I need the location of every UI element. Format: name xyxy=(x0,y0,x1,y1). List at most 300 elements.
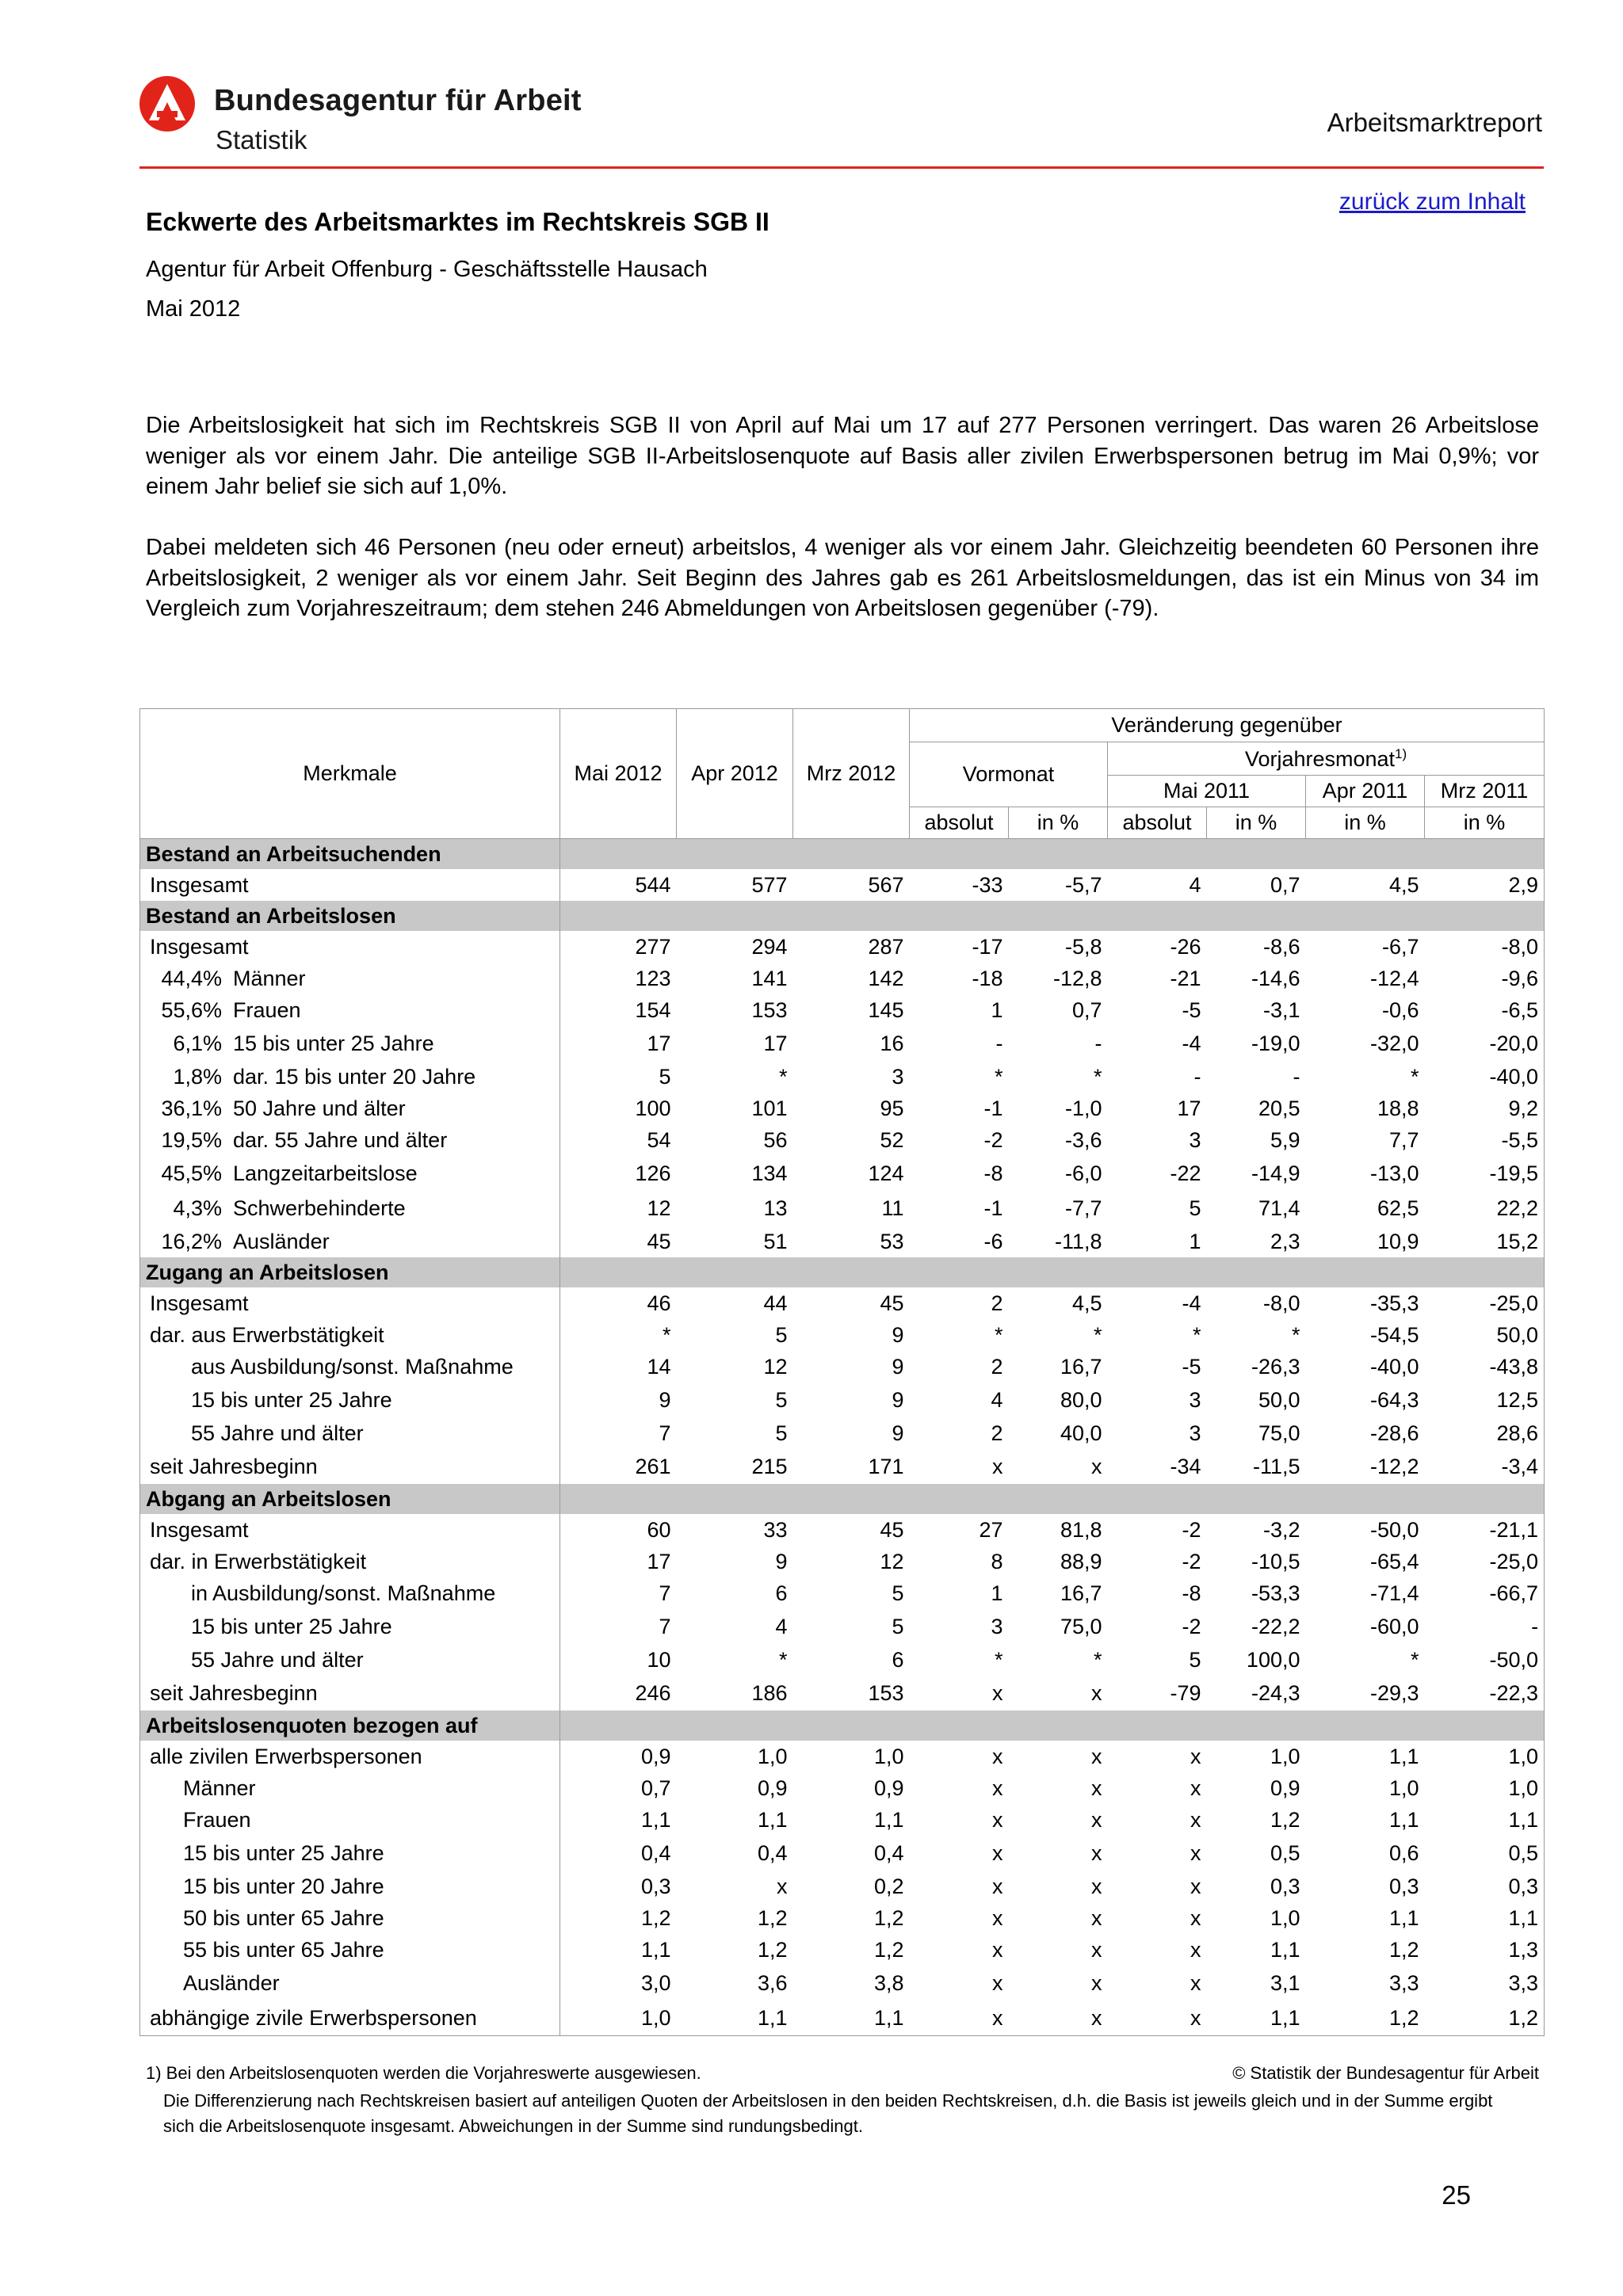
table-cell: 7,7 xyxy=(1388,1127,1419,1152)
table-cell: * xyxy=(1093,1647,1102,1672)
row-label: Ausländer xyxy=(140,1966,560,2000)
table-cell: 22,2 xyxy=(1425,1191,1545,1226)
table-cell: 3 xyxy=(1189,1127,1201,1152)
table-cell: 261 xyxy=(635,1454,671,1478)
table-cell: 101 xyxy=(751,1096,788,1120)
table-cell: 17 xyxy=(647,1031,671,1055)
table-cell: * xyxy=(1291,1322,1300,1347)
table-cell: 3,6 xyxy=(757,1970,788,1995)
table-cell: -50,0 xyxy=(1425,1644,1545,1676)
row-label-text: 50 Jahre und älter xyxy=(233,1096,406,1120)
table-cell: 0,9 xyxy=(873,1775,904,1800)
ba-logo-icon xyxy=(139,76,195,132)
table-cell: -3,6 xyxy=(1064,1127,1102,1152)
table-cell: -22,3 xyxy=(1425,1676,1545,1711)
table-cell: 16 xyxy=(880,1031,904,1055)
table-cell: 5,9 xyxy=(1270,1127,1300,1152)
table-cell: -29,3 xyxy=(1369,1680,1419,1705)
table-row xyxy=(140,1351,1545,1383)
table-cell: 5 xyxy=(1189,1647,1201,1672)
page-number: 25 xyxy=(1442,2180,1471,2210)
table-cell: 0,7 xyxy=(640,1775,671,1800)
table-cell: 52 xyxy=(880,1127,904,1152)
row-label: Insgesamt xyxy=(140,1514,560,1546)
section-title: Bestand an Arbeitsuchenden xyxy=(140,839,560,870)
table-cell: -32,0 xyxy=(1369,1031,1419,1055)
table-cell: -26,3 xyxy=(1251,1354,1300,1379)
row-label: dar. aus Erwerbstätigkeit xyxy=(140,1319,560,1351)
table-cell: 3 xyxy=(991,1614,1003,1638)
table-cell: x xyxy=(1190,1840,1201,1865)
table-cell: 53 xyxy=(880,1229,904,1253)
col-mai2011-absolut: absolut xyxy=(1108,807,1207,839)
table-cell: 60 xyxy=(647,1517,671,1542)
table-cell: 50,0 xyxy=(1425,1319,1545,1351)
table-cell: -4 xyxy=(1182,1291,1201,1315)
table-cell: 1,2 xyxy=(873,1905,904,1930)
table-cell: 9 xyxy=(892,1354,904,1379)
summary-paragraph-2: Dabei meldeten sich 46 Personen (neu oder erneut) arbeitslos, 4 weniger als vor einem Jahr. Gleichzeitig beendeten 60 Personen ihre Arbeitslosigkeit, 2 weniger als vor einem Jahr. Seit Beginn des Jahres gab es 261 Arbeitslosmeldungen, das ist ein Minus von 34 im Vergleich zum Vorjahreszeitraum; dem stehen 246 Abmeldungen von Arbeitslosen gegenüber (-79). xyxy=(146,535,1539,621)
row-label xyxy=(140,1191,560,1226)
row-label xyxy=(140,1124,560,1156)
row-label xyxy=(140,1026,560,1061)
share-percent: 16,2% xyxy=(161,1229,222,1253)
table-cell: -5 xyxy=(1182,1354,1201,1379)
table-cell: -60,0 xyxy=(1369,1614,1419,1638)
table-row xyxy=(140,1026,1545,1061)
table-cell: 0,7 xyxy=(1071,997,1102,1022)
table-cell: * xyxy=(662,1322,671,1347)
table-cell: 45 xyxy=(880,1517,904,1542)
row-label-text: Ausländer xyxy=(233,1229,330,1253)
table-row xyxy=(140,1449,1545,1484)
table-cell: 1,1 xyxy=(1270,1937,1300,1962)
table-cell: 62,5 xyxy=(1377,1196,1419,1220)
table-cell: -3,2 xyxy=(1262,1517,1300,1542)
table-cell: 1,0 xyxy=(1388,1775,1419,1800)
col-apr-2011: Apr 2011 xyxy=(1306,776,1425,807)
section-fill xyxy=(560,839,1545,870)
table-cell: -5 xyxy=(1182,997,1201,1022)
col-group-vormonat: Vormonat xyxy=(910,742,1108,807)
table-body xyxy=(140,839,1545,2036)
table-cell: 1,1 xyxy=(677,2000,793,2036)
table-cell: 1,1 xyxy=(640,1937,671,1962)
table-cell: 7 xyxy=(659,1421,671,1445)
row-label: 55 Jahre und älter xyxy=(140,1644,560,1676)
table-cell: 294 xyxy=(751,934,788,959)
agency-subtitle: Agentur für Arbeit Offenburg - Geschäftsstelle Hausach xyxy=(146,257,708,282)
share-percent: 45,5% xyxy=(161,1161,222,1185)
row-label xyxy=(140,1156,560,1191)
section-fill xyxy=(560,1711,1545,1741)
table-cell: 10 xyxy=(647,1647,671,1672)
table-cell: 17 xyxy=(647,1549,671,1573)
col-apr2011-pct: in % xyxy=(1306,807,1425,839)
table-cell: 0,9 xyxy=(757,1775,788,1800)
table-cell: x xyxy=(1190,1970,1201,1995)
table-cell: 9 xyxy=(892,1421,904,1445)
share-percent: 1,8% xyxy=(173,1064,222,1089)
table-cell: 17 xyxy=(763,1031,788,1055)
header-divider xyxy=(139,166,1544,169)
report-period: Mai 2012 xyxy=(146,296,241,322)
footnote-1: 1) Bei den Arbeitslosenquoten werden die Vorjahreswerte ausgewiesen. xyxy=(146,2063,701,2083)
table-cell: 1,3 xyxy=(1425,1934,1545,1966)
table-cell: 126 xyxy=(635,1161,671,1185)
table-cell: x xyxy=(992,1840,1003,1865)
table-cell: -19,5 xyxy=(1425,1156,1545,1191)
table-cell: -11,8 xyxy=(1054,1229,1102,1253)
table-row xyxy=(140,1546,1545,1577)
table-cell: -14,6 xyxy=(1251,966,1300,990)
table-row xyxy=(140,1287,1545,1319)
table-cell: -2 xyxy=(1182,1549,1201,1573)
table-cell: 2,3 xyxy=(1270,1229,1300,1253)
table-cell: 1,2 xyxy=(1388,1937,1419,1962)
row-label-text: Frauen xyxy=(233,997,301,1022)
table-cell: 3,8 xyxy=(873,1970,904,1995)
table-cell: 1,1 xyxy=(1207,2000,1306,2036)
table-row xyxy=(140,1226,1545,1257)
section-fill xyxy=(560,901,1545,931)
table-cell: x xyxy=(1091,1840,1102,1865)
table-cell: 0,9 xyxy=(1270,1775,1300,1800)
table-cell: -5,8 xyxy=(1064,934,1102,959)
table-row xyxy=(140,1966,1545,2000)
table-cell: x xyxy=(992,1807,1003,1832)
share-percent: 4,3% xyxy=(173,1196,222,1220)
table-cell: 5 xyxy=(659,1064,671,1089)
table-cell: -53,3 xyxy=(1251,1581,1300,1605)
key-figures-table xyxy=(139,708,1545,2036)
back-to-contents-link[interactable]: zurück zum Inhalt xyxy=(1338,189,1526,215)
table-cell: 0,4 xyxy=(640,1840,671,1865)
section-fill xyxy=(560,1257,1545,1287)
section-header-row xyxy=(140,1711,1545,1741)
table-cell: 18,8 xyxy=(1377,1096,1419,1120)
table-cell: 5 xyxy=(892,1581,904,1605)
row-label: Insgesamt xyxy=(140,869,560,901)
table-cell: 4,5 xyxy=(1071,1291,1102,1315)
row-label: 55 bis unter 65 Jahre xyxy=(140,1934,560,1966)
table-cell: -2 xyxy=(983,1127,1003,1152)
table-cell: 567 xyxy=(868,872,904,897)
row-label: 55 Jahre und älter xyxy=(140,1417,560,1449)
section-header-row xyxy=(140,1484,1545,1514)
table-cell: 100 xyxy=(635,1096,671,1120)
table-row xyxy=(140,1741,1545,1772)
table-cell: 1 xyxy=(991,1581,1003,1605)
table-cell: x xyxy=(1108,2000,1207,2036)
table-cell: 81,8 xyxy=(1060,1517,1102,1542)
table-cell: 246 xyxy=(635,1680,671,1705)
table-cell: 1,0 xyxy=(1425,1772,1545,1804)
table-cell: -43,8 xyxy=(1425,1351,1545,1383)
table-cell: -54,5 xyxy=(1369,1322,1419,1347)
table-cell: 9 xyxy=(892,1387,904,1412)
table-row xyxy=(140,1191,1545,1226)
table-cell: 3 xyxy=(892,1064,904,1089)
table-cell: 1,2 xyxy=(757,1937,788,1962)
table-row xyxy=(140,1836,1545,1871)
table-cell: -6,0 xyxy=(1064,1161,1102,1185)
table-cell: -12,2 xyxy=(1369,1454,1419,1478)
table-cell: -64,3 xyxy=(1369,1387,1419,1412)
table-cell: x xyxy=(910,2000,1009,2036)
table-cell: 134 xyxy=(751,1161,788,1185)
row-label: 15 bis unter 25 Jahre xyxy=(140,1836,560,1871)
table-cell: 54 xyxy=(647,1127,671,1152)
section-header-row xyxy=(140,839,1545,870)
table-cell: x xyxy=(992,1905,1003,1930)
row-label: 15 bis unter 25 Jahre xyxy=(140,1609,560,1644)
col-apr-2012: Apr 2012 xyxy=(677,709,793,839)
col-group-mai-2011: Mai 2011 xyxy=(1108,776,1306,807)
table-cell: 0,7 xyxy=(1270,872,1300,897)
table-cell: -8,6 xyxy=(1262,934,1300,959)
table-cell: - xyxy=(1193,1064,1201,1089)
table-cell: 0,3 xyxy=(1425,1871,1545,1902)
section-fill xyxy=(560,1484,1545,1514)
table-cell: x xyxy=(1190,1905,1201,1930)
row-label: Männer xyxy=(140,1772,560,1804)
table-cell: 0,3 xyxy=(640,1874,671,1898)
col-merkmale: Merkmale xyxy=(140,709,560,839)
table-cell: 215 xyxy=(751,1454,788,1478)
table-cell: 12 xyxy=(647,1196,671,1220)
section-title: Abgang an Arbeitslosen xyxy=(140,1484,560,1514)
table-cell: -17 xyxy=(972,934,1003,959)
table-cell: x xyxy=(777,1874,788,1898)
table-cell: 45 xyxy=(880,1291,904,1315)
report-name: Arbeitsmarktreport xyxy=(1327,108,1542,137)
table-cell: 80,0 xyxy=(1060,1387,1102,1412)
table-cell: -22 xyxy=(1170,1161,1201,1185)
table-cell: 12 xyxy=(763,1354,788,1379)
table-cell: -5,5 xyxy=(1425,1124,1545,1156)
table-cell: 2 xyxy=(991,1291,1003,1315)
table-cell: 1 xyxy=(1189,1229,1201,1253)
col-mrz-2012: Mrz 2012 xyxy=(793,709,910,839)
table-cell: -34 xyxy=(1170,1454,1201,1478)
table-cell: * xyxy=(1093,1322,1102,1347)
table-cell: 6 xyxy=(892,1647,904,1672)
table-cell: x xyxy=(992,1744,1003,1768)
copyright-notice: © Statistik der Bundesagentur für Arbeit xyxy=(1232,2063,1539,2083)
table-cell: * xyxy=(994,1322,1003,1347)
table-cell: 1,2 xyxy=(1425,2000,1545,2036)
table-row xyxy=(140,1871,1545,1902)
table-cell: 124 xyxy=(868,1161,904,1185)
table-cell: 9,2 xyxy=(1425,1093,1545,1124)
col-mai2011-pct: in % xyxy=(1207,807,1306,839)
table-cell: -3,1 xyxy=(1262,997,1300,1022)
table-cell: -4 xyxy=(1182,1031,1201,1055)
table-cell: x xyxy=(1190,1874,1201,1898)
table-cell: 13 xyxy=(763,1196,788,1220)
row-label: 50 bis unter 65 Jahre xyxy=(140,1902,560,1934)
table-cell: x xyxy=(992,1937,1003,1962)
table-cell: 7 xyxy=(659,1581,671,1605)
table-row xyxy=(140,1383,1545,1417)
table-cell: -19,0 xyxy=(1251,1031,1300,1055)
table-cell: 9 xyxy=(892,1322,904,1347)
table-cell: x xyxy=(1091,1807,1102,1832)
table-cell: -40,0 xyxy=(1425,1061,1545,1093)
table-cell: 1,0 xyxy=(1270,1905,1300,1930)
table-cell: 141 xyxy=(751,966,788,990)
table-row xyxy=(140,1124,1545,1156)
col-group-veraenderung: Veränderung gegenüber xyxy=(910,709,1545,742)
table-row xyxy=(140,1156,1545,1191)
table-cell: 95 xyxy=(880,1096,904,1120)
table-cell: * xyxy=(1410,1647,1419,1672)
table-cell: -50,0 xyxy=(1369,1517,1419,1542)
table-cell: x xyxy=(1009,2000,1108,2036)
table-cell: -8 xyxy=(1182,1581,1201,1605)
table-cell: 0,9 xyxy=(640,1744,671,1768)
table-cell: x xyxy=(992,1454,1003,1478)
table-row xyxy=(140,1514,1545,1546)
table-cell: 40,0 xyxy=(1060,1421,1102,1445)
table-cell: 154 xyxy=(635,997,671,1022)
table-row xyxy=(140,1319,1545,1351)
table-cell: 5 xyxy=(775,1387,788,1412)
row-label: seit Jahresbeginn xyxy=(140,1676,560,1711)
table-cell: 88,9 xyxy=(1060,1549,1102,1573)
table-cell: * xyxy=(1093,1064,1102,1089)
row-label-text: Schwerbehinderte xyxy=(233,1196,406,1220)
table-cell: 8 xyxy=(991,1549,1003,1573)
table-cell: x xyxy=(1091,1744,1102,1768)
table-cell: -25,0 xyxy=(1425,1287,1545,1319)
table-cell: -18 xyxy=(972,966,1003,990)
table-row xyxy=(140,1902,1545,1934)
table-cell: 56 xyxy=(763,1127,788,1152)
footnote-2: Die Differenzierung nach Rechtskreisen basiert auf anteiligen Quoten der Arbeitslosen in den beiden Rechtskreisen, d.h. die Basis ist jeweils gleich und in der Summe ergibt sich die Arbeitslosenquote insgesamt. Abweichungen in der Summe sind rundungsbedingt. xyxy=(163,2091,1493,2136)
table-cell: x xyxy=(1091,1454,1102,1478)
table-cell: 4 xyxy=(1189,872,1201,897)
table-cell: 3,3 xyxy=(1388,1970,1419,1995)
table-cell: 33 xyxy=(763,1517,788,1542)
table-cell: 1,0 xyxy=(1425,1741,1545,1772)
table-cell: -40,0 xyxy=(1369,1354,1419,1379)
table-cell: 1,1 xyxy=(1388,1744,1419,1768)
share-percent: 6,1% xyxy=(173,1031,222,1055)
section-title: Bestand an Arbeitslosen xyxy=(140,901,560,931)
table-cell: 153 xyxy=(868,1680,904,1705)
table-cell: -24,3 xyxy=(1251,1680,1300,1705)
table-cell: -1 xyxy=(983,1196,1003,1220)
table-cell: 1,2 xyxy=(1306,2000,1425,2036)
table-cell: 1,2 xyxy=(757,1905,788,1930)
table-cell: 1,2 xyxy=(873,1937,904,1962)
table-cell: 1,0 xyxy=(1270,1744,1300,1768)
table-cell: 2,9 xyxy=(1425,869,1545,901)
table-row xyxy=(140,869,1545,901)
table-cell: x xyxy=(1091,1937,1102,1962)
row-label-text: Langzeitarbeitslose xyxy=(233,1161,418,1185)
table-cell: -2 xyxy=(1182,1517,1201,1542)
table-cell: 1 xyxy=(991,997,1003,1022)
table-cell: 0,3 xyxy=(1270,1874,1300,1898)
table-cell: 1,1 xyxy=(1388,1807,1419,1832)
org-subtitle: Statistik xyxy=(216,125,307,154)
col-mai-2012: Mai 2012 xyxy=(560,709,677,839)
col-mrz-2011: Mrz 2011 xyxy=(1425,776,1545,807)
table-row xyxy=(140,1644,1545,1676)
table-cell: 5 xyxy=(775,1421,788,1445)
share-percent: 36,1% xyxy=(161,1096,222,1120)
table-cell: -21 xyxy=(1170,966,1201,990)
table-cell: 171 xyxy=(868,1454,904,1478)
table-cell: 27 xyxy=(979,1517,1003,1542)
table-cell: * xyxy=(778,1647,788,1672)
row-label xyxy=(140,1061,560,1093)
row-label: dar. in Erwerbstätigkeit xyxy=(140,1546,560,1577)
table-cell: -5,7 xyxy=(1064,872,1102,897)
table-cell: x xyxy=(992,1680,1003,1705)
table-cell: 0,5 xyxy=(1425,1836,1545,1871)
table-cell: - xyxy=(1293,1064,1300,1089)
table-cell: 1,0 xyxy=(757,1744,788,1768)
row-label-text: dar. 15 bis unter 20 Jahre xyxy=(233,1064,476,1089)
table-cell: 75,0 xyxy=(1060,1614,1102,1638)
row-label: Frauen xyxy=(140,1804,560,1836)
row-label-text: 15 bis unter 25 Jahre xyxy=(233,1031,434,1055)
row-label: abhängige zivile Erwerbspersonen xyxy=(140,2000,560,2036)
table-cell: 51 xyxy=(763,1229,788,1253)
table-cell: 46 xyxy=(647,1291,671,1315)
table-cell: x xyxy=(1091,1775,1102,1800)
table-cell: 10,9 xyxy=(1377,1229,1419,1253)
table-cell: -3,4 xyxy=(1425,1449,1545,1484)
table-cell: 50,0 xyxy=(1258,1387,1300,1412)
table-cell: 71,4 xyxy=(1258,1196,1300,1220)
table-cell: -26 xyxy=(1170,934,1201,959)
table-cell: -22,2 xyxy=(1251,1614,1300,1638)
table-cell: 16,7 xyxy=(1060,1354,1102,1379)
table-cell: 12,5 xyxy=(1425,1383,1545,1417)
table-row xyxy=(140,2000,1545,2036)
table-cell: 4 xyxy=(991,1387,1003,1412)
table-cell: x xyxy=(1091,1874,1102,1898)
section-header-row xyxy=(140,901,1545,931)
table-cell: 186 xyxy=(751,1680,788,1705)
row-label xyxy=(140,994,560,1026)
table-row xyxy=(140,931,1545,963)
table-cell: 6 xyxy=(775,1581,788,1605)
table-cell: -11,5 xyxy=(1252,1454,1300,1478)
table-cell: -6,7 xyxy=(1381,934,1419,959)
table-cell: x xyxy=(1091,1680,1102,1705)
table-cell: -2 xyxy=(1182,1614,1201,1638)
table-cell: 1,1 xyxy=(640,1807,671,1832)
table-cell: 17 xyxy=(1177,1096,1201,1120)
table-row xyxy=(140,1061,1545,1093)
table-cell: 5 xyxy=(775,1322,788,1347)
table-cell: 14 xyxy=(647,1354,671,1379)
row-label xyxy=(140,963,560,994)
table-cell: x xyxy=(1091,1970,1102,1995)
table-cell: - xyxy=(995,1031,1003,1055)
table-cell: * xyxy=(994,1647,1003,1672)
table-cell: 3 xyxy=(1189,1387,1201,1412)
row-label: 15 bis unter 20 Jahre xyxy=(140,1871,560,1902)
table-cell: -21,1 xyxy=(1425,1514,1545,1546)
table-cell: -0,6 xyxy=(1381,997,1419,1022)
